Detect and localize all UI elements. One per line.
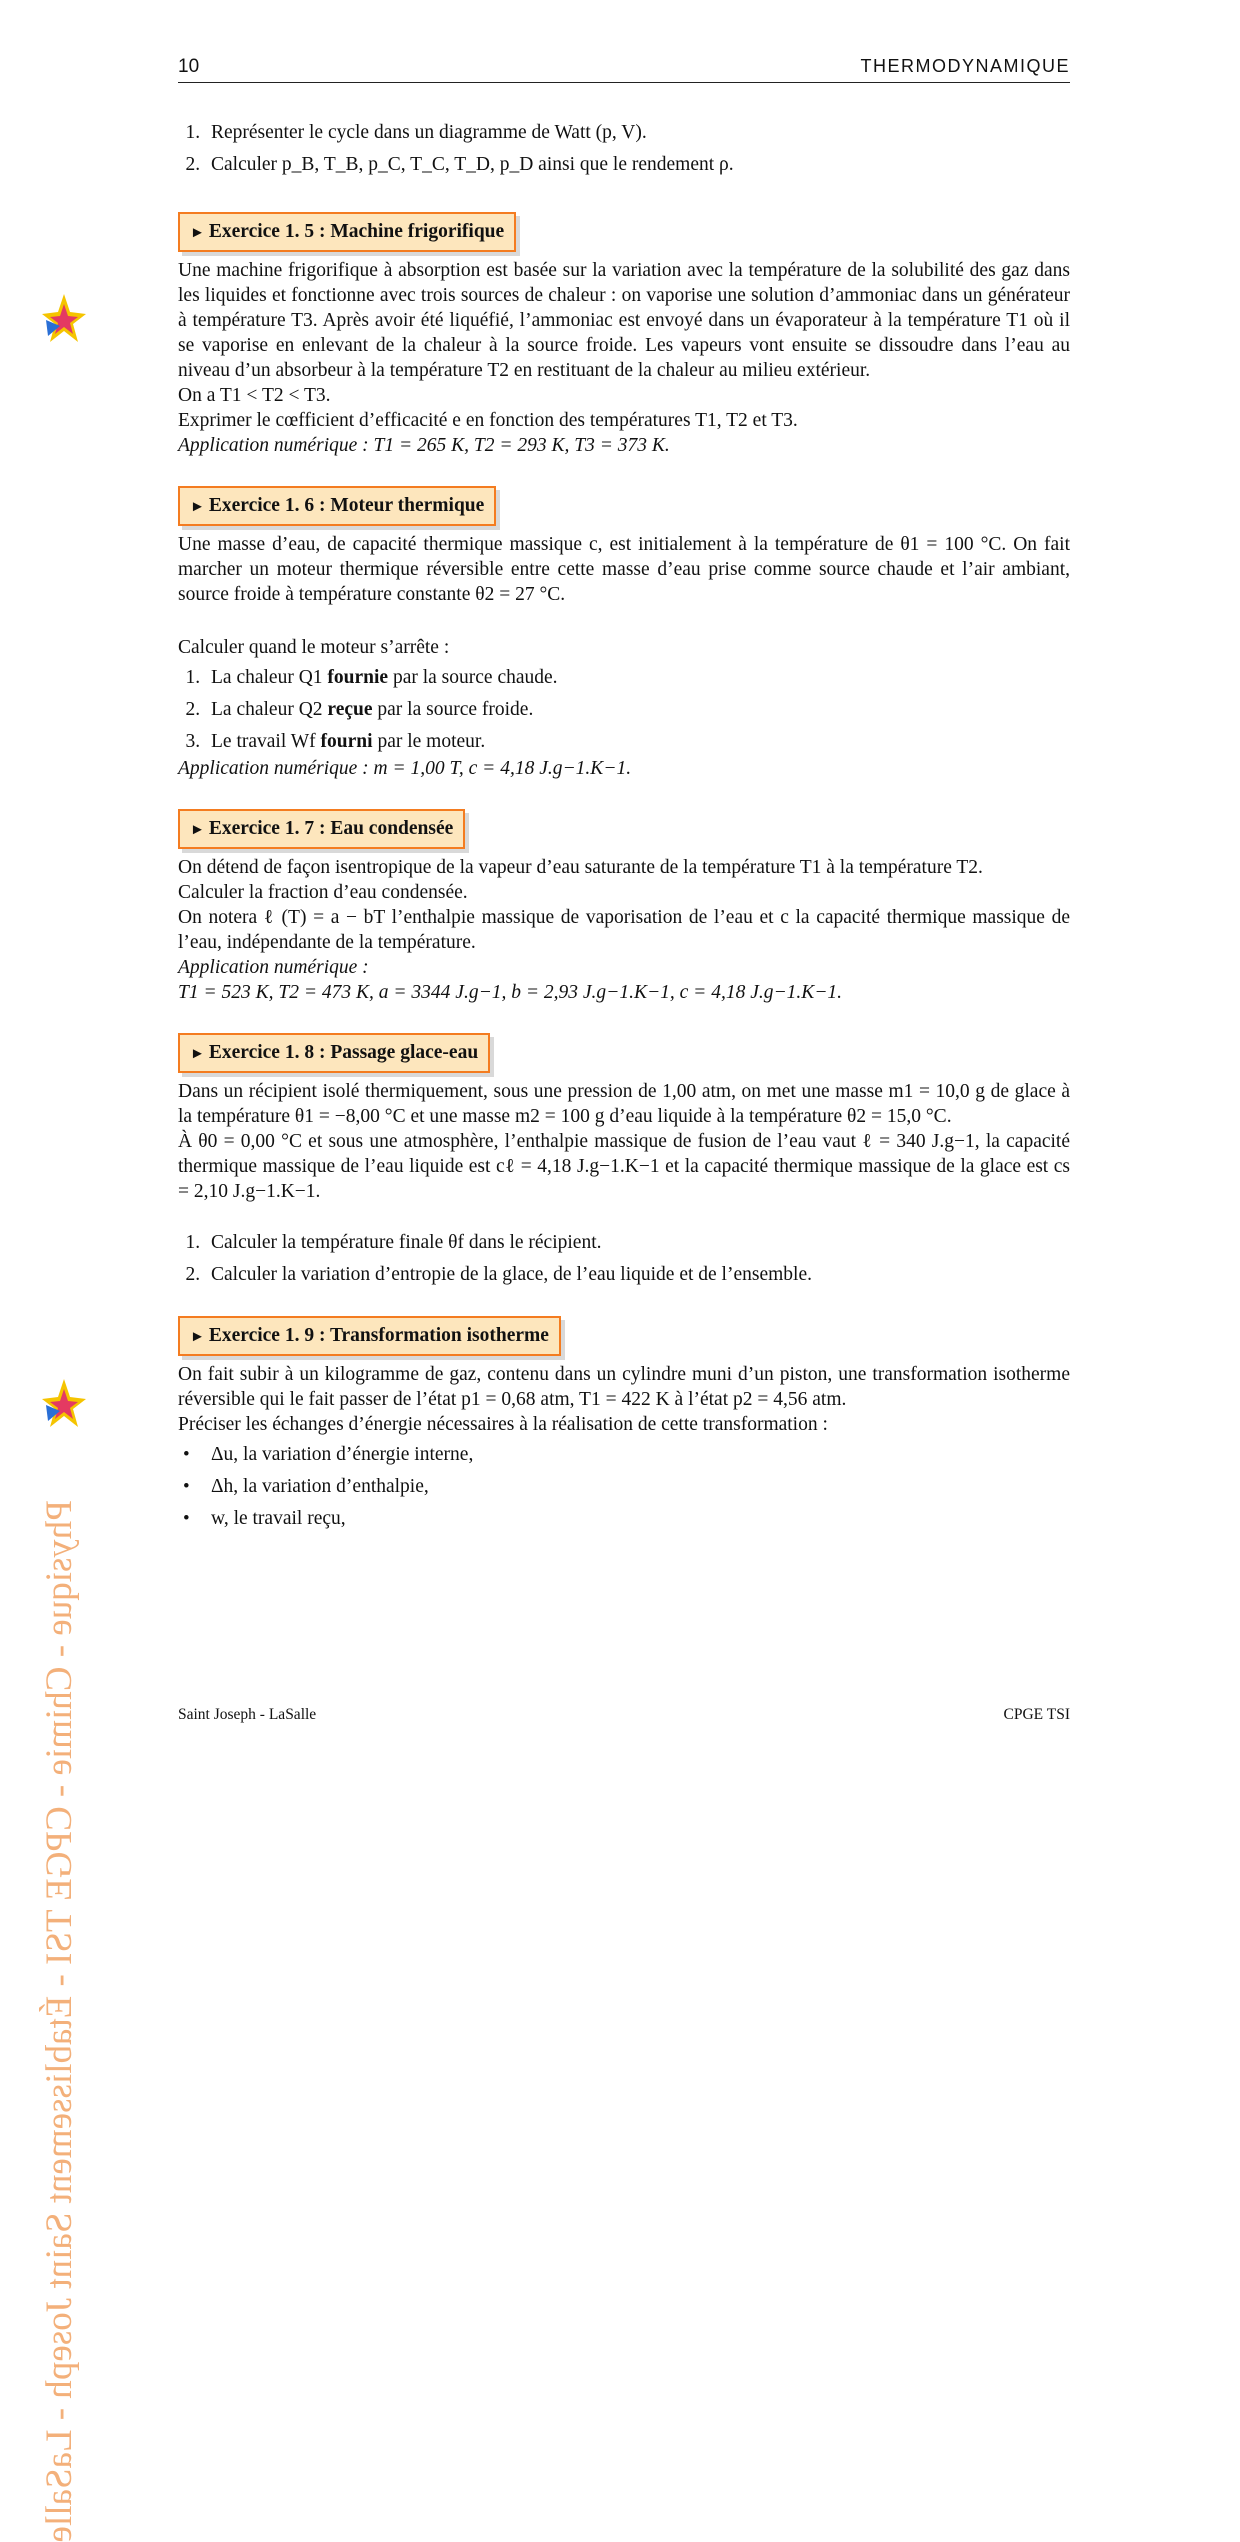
school-logo-icon-bottom: [40, 1375, 88, 1433]
exercise-7-notation: On notera ℓ (T) = a − bT l’enthalpie massique de vaporisation de l’eau et c la capacité thermique massique de l’eau, indépendante de la température.: [178, 907, 1070, 953]
list-item: • Δh, la variation d’enthalpie,: [205, 1474, 1070, 1499]
exercise-5-text: Une machine frigorifique à absorption est basée sur la variation avec la température de la solubilité des gaz dans les liquides et fonctionne avec trois sources de chaleur : on vaporise une solution d’ammoniac dans un générateur à température T3. Après avoir été liquéfié, l’ammoniac est envoyé dans un évaporateur à la température T1 où il se vaporise en enlevant de la chaleur à la source froide. Les vapeurs vont ensuite se dissoudre dans l’eau au niveau d’un absorbeur à la température T2 en restituant de la chaleur au milieu extérieur.: [178, 260, 1070, 381]
exercise-7-question: Calculer la fraction d’eau condensée.: [178, 882, 468, 903]
list-item: 2. Calculer p_B, T_B, p_C, T_C, T_D, p_D ainsi que le rendement ρ.: [205, 152, 1070, 177]
exercise-5-title: ► Exercice 1. 5 : Machine frigorifique: [178, 212, 516, 252]
intro-list: [178, 120, 1070, 177]
footer-school: Saint Joseph - LaSalle: [178, 1706, 317, 1723]
exercise-5-application: Application numérique : T1 = 265 K, T2 = 293 K, T3 = 373 K.: [178, 435, 670, 456]
list-item: 1. La chaleur Q1 fournie par la source chaude.: [205, 665, 1070, 690]
exercise-5-relation: On a T1 < T2 < T3.: [178, 385, 331, 406]
list-item: 2. Calculer la variation d’entropie de la glace, de l’eau liquide et de l’ensemble.: [205, 1262, 1070, 1287]
watermark-text: Physique - Chimie - CPGE TSI - Établissement Saint Joseph - LaSalle: [39, 1500, 80, 2542]
page-number: 10: [178, 56, 200, 77]
exercise-8-list: [178, 1230, 1070, 1287]
exercise-8-data: À θ0 = 0,00 °C et sous une atmosphère, l’enthalpie massique de fusion de l’eau vaut ℓ = 340 J.g−1, la capacité thermique massique de l’eau liquide est cℓ = 4,18 J.g−1.K−1 et la capacité thermique massique de la glace est cs = 2,10 J.g−1.K−1.: [178, 1131, 1070, 1202]
list-item: 3. Le travail Wf fourni par le moteur.: [205, 729, 1070, 754]
page-content: [178, 120, 1070, 1538]
list-item: 1. Représenter le cycle dans un diagramme de Watt (p, V).: [205, 120, 1070, 145]
triangle-bullet-icon: ►: [190, 1329, 205, 1345]
list-item: 2. La chaleur Q2 reçue par la source froide.: [205, 697, 1070, 722]
exercise-5-question: Exprimer le cœfficient d’efficacité e en fonction des températures T1, T2 et T3.: [178, 410, 798, 431]
exercise-7-text: On détend de façon isentropique de la vapeur d’eau saturante de la température T1 à la température T2.: [178, 857, 983, 878]
header-title: THERMODYNAMIQUE: [860, 56, 1070, 76]
list-item: 1. Calculer la température finale θf dans le récipient.: [205, 1230, 1070, 1255]
exercise-7-application-label: Application numérique :: [178, 957, 369, 978]
exercise-6-application: Application numérique : m = 1,00 T, c = 4,18 J.g−1.K−1.: [178, 758, 632, 779]
exercise-7-application-values: T1 = 523 K, T2 = 473 K, a = 3344 J.g−1, b = 2,93 J.g−1.K−1, c = 4,18 J.g−1.K−1.: [178, 982, 843, 1003]
exercise-6-lead: Calculer quand le moteur s’arrête :: [178, 637, 450, 658]
footer-class: CPGE TSI: [1003, 1706, 1070, 1723]
exercise-8-title: ► Exercice 1. 8 : Passage glace-eau: [178, 1033, 490, 1073]
list-item: • Δu, la variation d’énergie interne,: [205, 1442, 1070, 1467]
list-item: • w, le travail reçu,: [205, 1506, 1070, 1531]
page-header: [178, 56, 1070, 83]
exercise-6-title: ► Exercice 1. 6 : Moteur thermique: [178, 486, 496, 526]
side-watermark: [30, 360, 90, 2542]
school-logo-icon: [40, 290, 88, 348]
exercise-6-text: Une masse d’eau, de capacité thermique massique c, est initialement à la température de θ1 = 100 °C. On fait marcher un moteur thermique réversible entre cette masse d’eau prise comme source chaude et l’air ambiant, source froide à température constante θ2 = 27 °C.: [178, 534, 1070, 605]
exercise-8-text: Dans un récipient isolé thermiquement, sous une pression de 1,00 atm, on met une masse m1 = 10,0 g de glace à la température θ1 = −8,00 °C et une masse m2 = 100 g d’eau liquide à la température θ2 = 15,0 °C.: [178, 1081, 1070, 1127]
triangle-bullet-icon: ►: [190, 225, 205, 241]
exercise-6-list: [178, 665, 1070, 754]
triangle-bullet-icon: ►: [190, 499, 205, 515]
exercise-9-question: Préciser les échanges d’énergie nécessaires à la réalisation de cette transformation :: [178, 1414, 828, 1435]
exercise-9-list: [178, 1442, 1070, 1531]
exercise-7-title: ► Exercice 1. 7 : Eau condensée: [178, 809, 465, 849]
exercise-9-text: On fait subir à un kilogramme de gaz, contenu dans un cylindre muni d’un piston, une transformation isotherme réversible qui le fait passer de l’état p1 = 0,68 atm, T1 = 422 K à l’état p2 = 4,56 atm.: [178, 1364, 1070, 1410]
triangle-bullet-icon: ►: [190, 822, 205, 838]
triangle-bullet-icon: ►: [190, 1046, 205, 1062]
exercise-9-title: ► Exercice 1. 9 : Transformation isotherme: [178, 1316, 561, 1356]
